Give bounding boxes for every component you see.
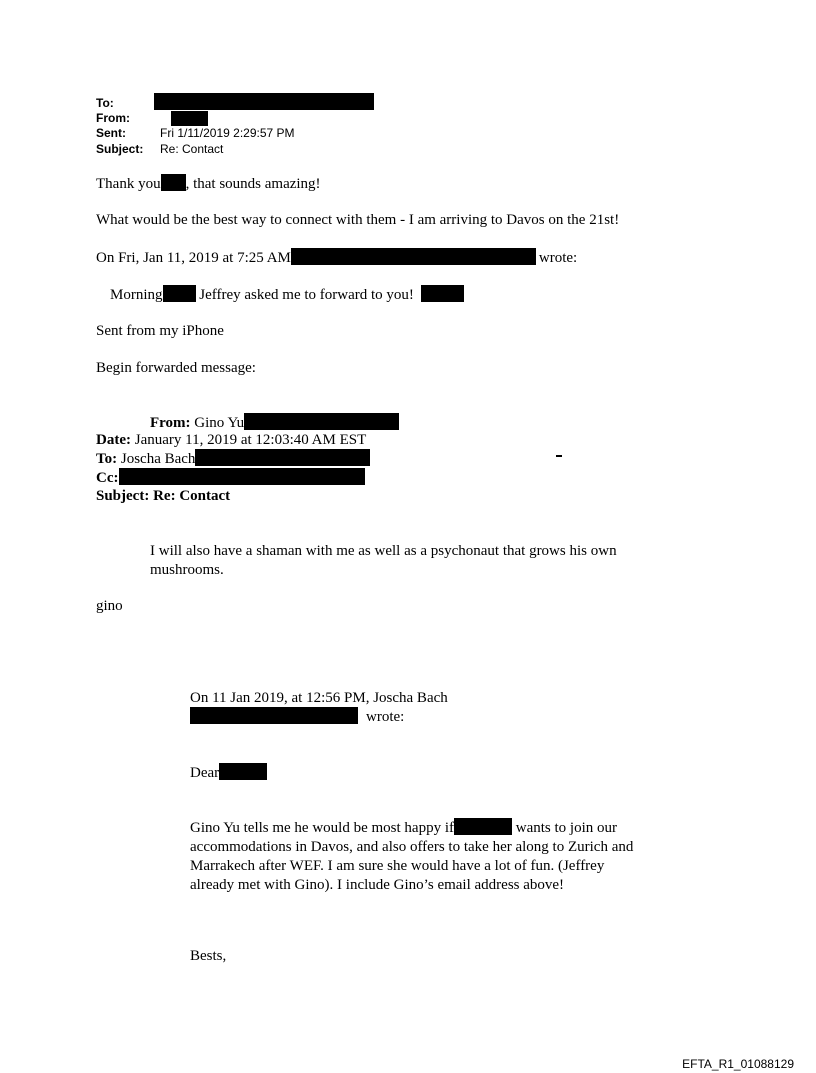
- redaction-joscha-email: [195, 449, 370, 466]
- subject-label: Subject:: [96, 142, 144, 156]
- redaction-from: [171, 111, 208, 126]
- sent-value: Fri 1/11/2019 2:29:57 PM: [160, 126, 295, 140]
- redaction-signature: [421, 285, 464, 302]
- fwd-from-line: [150, 413, 399, 433]
- forward-request-text: Jeffrey asked me to forward to you!: [195, 287, 414, 303]
- quote-wrote-text: wrote:: [538, 250, 578, 266]
- sent-label: Sent:: [96, 126, 126, 140]
- redaction-cc: [119, 468, 365, 485]
- fwd-subject-value: Re: Contact: [153, 488, 231, 504]
- redaction-name-2: [163, 285, 196, 302]
- quote-intro-text: On Fri, Jan 11, 2019 at 7:25 AM: [96, 250, 291, 266]
- reply-line-1: [96, 174, 321, 194]
- gino-message-body: I will also have a shaman with me as well as a psychonaut that grows his own mushrooms.: [150, 543, 617, 578]
- dear-line: [190, 763, 267, 783]
- joscha-body-start: Gino Yu tells me he would be most happy if: [190, 820, 454, 836]
- joscha-body: [190, 818, 640, 895]
- redaction-gino-email: [244, 413, 399, 430]
- fwd-from-value: Gino Yu: [194, 415, 245, 431]
- quote-intro-line: [96, 248, 577, 268]
- fwd-from-label: From:: [150, 415, 191, 431]
- dear-text: Dear: [190, 765, 220, 781]
- fwd-subject-line: [96, 487, 230, 506]
- redaction-name-1: [161, 174, 186, 191]
- fwd-cc-label: Cc:: [96, 470, 119, 486]
- closing-line: Bests,: [190, 948, 227, 964]
- fwd-to-label: To:: [96, 451, 118, 467]
- gino-signoff: gino: [96, 598, 123, 614]
- thank-you-text: Thank you: [96, 176, 161, 192]
- document-id: EFTA_R1_01088129: [682, 1057, 794, 1071]
- fwd-date-value: January 11, 2019 at 12:03:40 AM EST: [134, 432, 367, 448]
- to-label: To:: [96, 96, 114, 110]
- fwd-date-label: Date:: [96, 432, 131, 448]
- fwd-to-line: [96, 449, 370, 469]
- subject-value: Re: Contact: [160, 142, 224, 156]
- sent-from-line: Sent from my iPhone: [96, 323, 224, 339]
- joscha-wrote-line: [190, 707, 404, 727]
- fwd-to-value: Joscha Bach: [120, 451, 196, 467]
- fwd-cc-line: [96, 468, 365, 488]
- redaction-sender-email: [291, 248, 536, 265]
- joscha-intro-line: On 11 Jan 2019, at 12:56 PM, Joscha Bach: [190, 690, 448, 706]
- redaction-to: [154, 93, 374, 110]
- begin-forwarded-line: Begin forwarded message:: [96, 360, 256, 376]
- morning-line: [110, 285, 464, 305]
- sounds-amazing-text: , that sounds amazing!: [185, 176, 321, 192]
- from-label: From:: [96, 111, 130, 125]
- stray-mark: [556, 455, 562, 457]
- redaction-name-4: [454, 818, 512, 835]
- joscha-body-rest: wants to join our accommodations in Davos, and also offers to take her along to Zurich and Marrakech after WEF. I am sure she would have a lot of fun. (Jeffrey already met with Gino). I include Gino’s email address above!: [190, 820, 634, 893]
- joscha-wrote-text: wrote:: [366, 709, 405, 725]
- fwd-subject-label: Subject:: [96, 488, 150, 504]
- morning-text: Morning: [110, 287, 163, 303]
- fwd-date-line: [96, 431, 366, 450]
- reply-line-2: What would be the best way to connect with them - I am arriving to Davos on the 21st!: [96, 212, 620, 228]
- redaction-joscha-email-2: [190, 707, 358, 724]
- redaction-name-3: [219, 763, 267, 780]
